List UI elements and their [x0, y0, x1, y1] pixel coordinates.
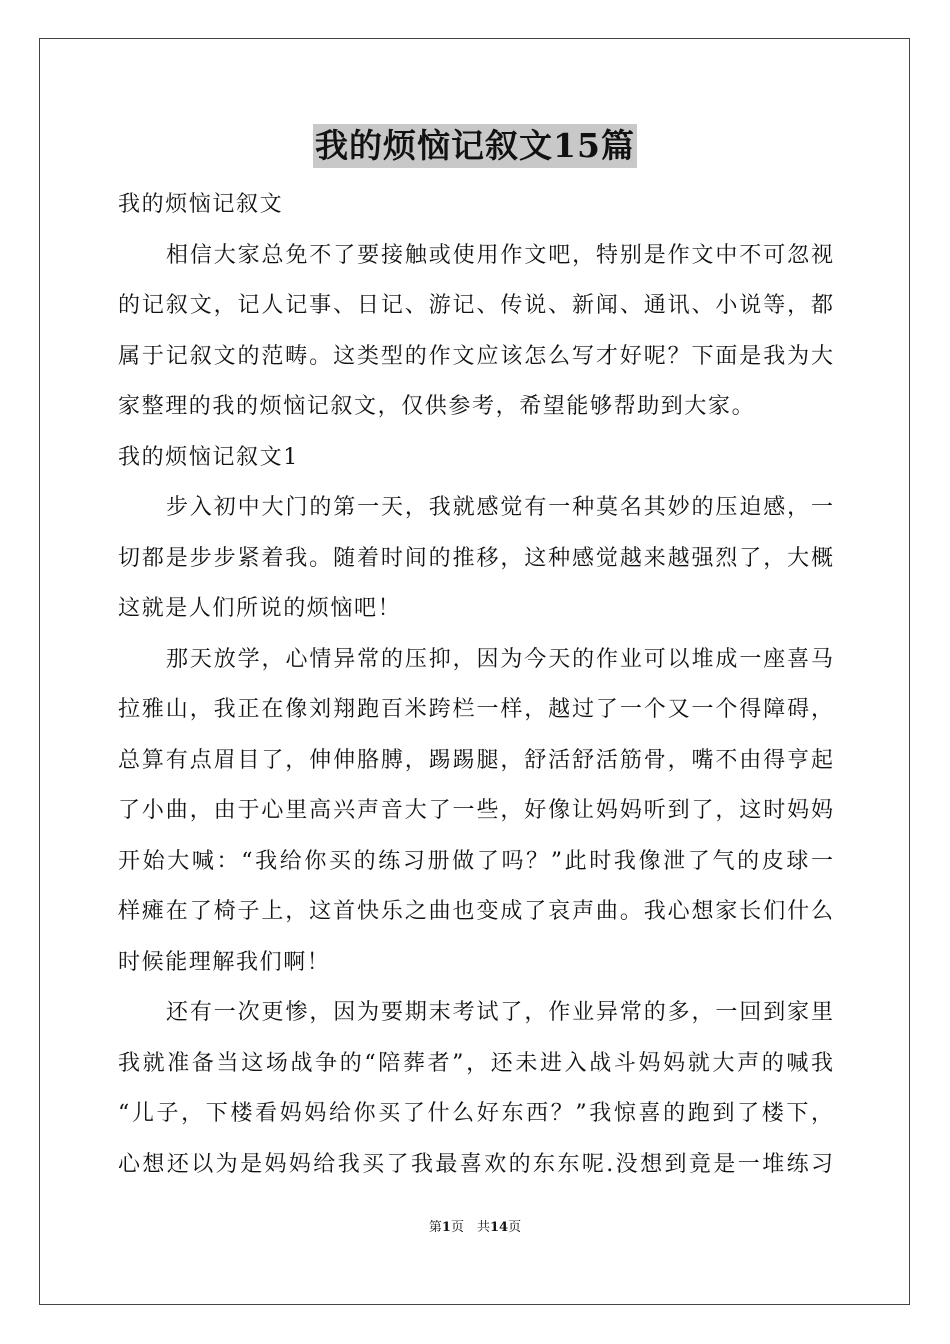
text-line: 的记叙文，记人记事、日记、游记、传说、新闻、通讯、小说等，都: [118, 293, 833, 318]
text-line: “儿子，下楼看妈妈给你买了什么好东西？”我惊喜的跑到了楼下，: [118, 1101, 833, 1126]
text-line: 相信大家总免不了要接触或使用作文吧，特别是作文中不可忽视: [166, 242, 833, 268]
text-line: 那天放学，心情异常的压抑，因为今天的作业可以堆成一座喜马: [166, 646, 833, 672]
text-line: 时候能理解我们啊！: [118, 949, 331, 975]
text-line: 还有一次更惨，因为要期末考试了，作业异常的多，一回到家里: [166, 1000, 833, 1025]
document-title: 我的烦恼记叙文15篇: [313, 124, 637, 168]
page-footer: [0, 1219, 950, 1237]
text-line: 了小曲，由于心里高兴声音大了一些，好像让妈妈听到了，这时妈妈: [118, 798, 833, 823]
text-line: 总算有点眉目了，伸伸胳膊，踢踢腿，舒活舒活筋骨，嘴不由得亨起: [118, 747, 833, 773]
text-line: 我就准备当这场战争的“陪葬者”，还未进入战斗妈妈就大声的喊我: [118, 1050, 833, 1076]
text-line: 样瘫在了椅子上，这首快乐之曲也变成了哀声曲。我心想家长们什么: [118, 899, 833, 924]
footer-prefix: 第: [428, 1220, 442, 1235]
footer-total-pages: 14: [489, 1220, 509, 1235]
text-line: 我的烦恼记叙文: [118, 192, 284, 217]
text-line: 开始大喊：“我给你买的练习册做了吗？”此时我像泄了气的皮球一: [118, 848, 833, 874]
footer-page-number: 1: [441, 1220, 451, 1235]
document-body: [118, 180, 833, 1190]
text-line: 心想还以为是妈妈给我买了我最喜欢的东东呢.没想到竟是一堆练习: [118, 1151, 833, 1177]
footer-middle: 页 共: [450, 1220, 490, 1235]
text-line: 我的烦恼记叙文1: [118, 444, 299, 470]
text-line: 这就是人们所说的烦恼吧！: [118, 596, 402, 621]
text-line: 家整理的我的烦恼记叙文，仅供参考，希望能够帮助到大家。: [118, 394, 756, 419]
text-line: 属于记叙文的范畴。这类型的作文应该怎么写才好呢？下面是我为大: [118, 343, 833, 369]
title-container: [0, 124, 950, 168]
footer-suffix: 页: [508, 1220, 522, 1235]
text-line: 步入初中大门的第一天，我就感觉有一种莫名其妙的压迫感，一: [166, 495, 833, 520]
text-line: 拉雅山，我正在像刘翔跑百米跨栏一样，越过了一个又一个得障碍，: [118, 697, 833, 722]
text-line: 切都是步步紧着我。随着时间的推移，这种感觉越来越强烈了，大概: [118, 545, 833, 571]
